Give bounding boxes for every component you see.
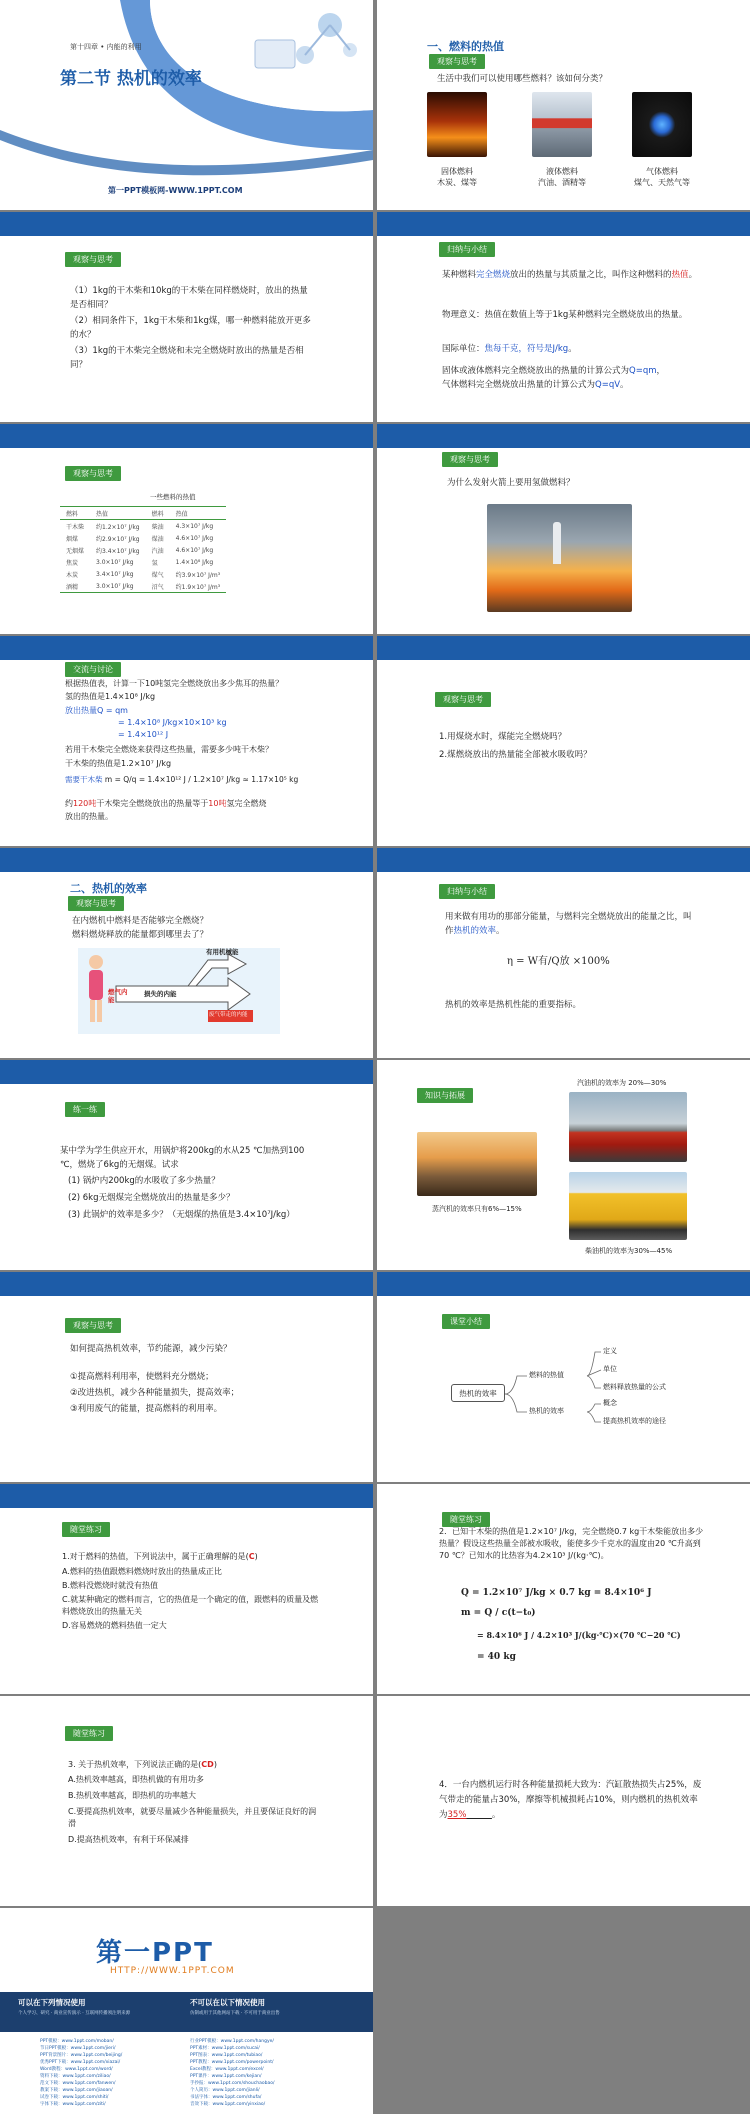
- allowed-text: 个人学习、研究 · 商业宣传演示 · 互联网传播须注明来源: [18, 2011, 131, 2016]
- forbidden-title: 不可以在以下情况使用: [190, 1998, 265, 2007]
- question-2: 燃料燃烧释放的能量都到哪里去了？: [72, 930, 209, 940]
- top-bar: [377, 212, 750, 236]
- footer-link[interactable]: 范文下载：www.1ppt.com/fanwen/: [40, 2081, 116, 2086]
- footer-link[interactable]: 试卷下载：www.1ppt.com/shiti/: [40, 2095, 109, 2100]
- tag-label: 观察与思考: [65, 1318, 121, 1333]
- slide-fuel-heat[interactable]: [377, 0, 750, 210]
- mind-map-leaf: 定义: [603, 1347, 617, 1355]
- question-2: 2.煤燃烧放出的热量能全部被水吸收吗？: [439, 750, 592, 760]
- table-row: 木炭 3.4×10⁷ J/kg 煤气 约3.9×10⁷ J/m³: [66, 570, 221, 579]
- answer-2: ②改进热机，减少各种能量损失，提高效率；: [70, 1388, 240, 1398]
- gas-fuel-photo: [632, 92, 692, 157]
- label-loss-energy: 损失的内能: [144, 990, 177, 998]
- question-text: 为什么发射火箭上要用氢做燃料？: [447, 478, 575, 488]
- option-d: D.容易燃烧的燃料热值一定大: [62, 1621, 167, 1630]
- truck-photo: [569, 1172, 687, 1240]
- footer-link[interactable]: 教案下载：www.1ppt.com/jiaoan/: [40, 2088, 113, 2093]
- top-bar: [0, 424, 373, 448]
- table-row: 酒精 3.0×10⁷ J/kg 沼气 约1.9×10⁷ J/m³: [60, 580, 226, 593]
- calc-line-5: = 1.4×10¹² J: [118, 730, 169, 739]
- slide-practice-3[interactable]: [0, 1696, 373, 1906]
- slide-title[interactable]: [0, 0, 373, 210]
- option-b: B.热机效率越高，即热机的功率越大: [68, 1791, 197, 1800]
- heat-value-table: [60, 506, 226, 593]
- tag-label: 归纳与小结: [439, 884, 495, 899]
- question-text: 4．一台内燃机运行时各种能量损耗大致为：汽缸散热损失占25%，废气带走的能量占30%，摩擦等机械损耗占10%，则内燃机的热机效率为35% 。: [439, 1780, 702, 1820]
- slide-practice-1[interactable]: [0, 1484, 373, 1694]
- links-left: [40, 2038, 122, 2108]
- caption-gasoline: 汽油机的效率为 20%—30%: [577, 1079, 667, 1087]
- slide-credits[interactable]: [0, 1908, 373, 2114]
- question-text: 如何提高热机效率，节约能源，减少污染？: [70, 1344, 232, 1354]
- footer-link[interactable]: 书法字体：www.1ppt.com/shufa/: [190, 2095, 262, 2100]
- mind-map-branch-1: 燃料的热值: [529, 1371, 564, 1379]
- chapter-label: 第十四章 • 内能的利用: [70, 43, 142, 51]
- solid-fuel-photo: [427, 92, 487, 157]
- slide-lesson-summary[interactable]: [377, 1272, 750, 1482]
- top-bar: [0, 848, 373, 872]
- tag-label: 观察与思考: [65, 466, 121, 481]
- table-row: 干木柴 约1.2×10⁷ J/kg 柴油 4.3×10⁷ J/kg: [66, 522, 214, 531]
- tag-label: 交流与讨论: [65, 662, 121, 677]
- footer-link[interactable]: 节日PPT模板：www.1ppt.com/jieri/: [40, 2046, 116, 2051]
- question-1: 在内燃机中燃料是否能够完全燃烧？: [72, 916, 209, 926]
- slide-exercise[interactable]: [0, 1060, 373, 1270]
- footer-link[interactable]: 手抄报：www.1ppt.com/shouchaobao/: [190, 2081, 275, 2086]
- forbidden-text: 仿制或用于其他网站下载 · 不可用于商业出售: [190, 2011, 280, 2016]
- tag-label: 观察与思考: [65, 252, 121, 267]
- question-text: 1.对于燃料的热值，下列说法中，属于正确理解的是(C): [62, 1552, 258, 1561]
- meaning-text: 物理意义：热值在数值上等于1kg某种燃料完全燃烧放出的热量。: [442, 310, 688, 320]
- table-header-row: 燃料 热值 燃料 热值: [60, 507, 226, 520]
- top-bar: [0, 212, 373, 236]
- note-text: 热机的效率是热机性能的重要指标。: [445, 1000, 582, 1010]
- question-text: 3. 关于热机效率，下列说法正确的是(CD): [68, 1760, 217, 1769]
- solution-line-1: Q = 1.2×10⁷ J/kg × 0.7 kg = 8.4×10⁶ J: [461, 1588, 652, 1598]
- brand-logo: 第一PPT: [96, 1938, 214, 1968]
- question-1: （1）1kg的干木柴和10kg的干木柴在同样燃烧时，放出的热量是否相同？: [70, 286, 308, 310]
- links-right: [190, 2038, 274, 2108]
- option-d: D.提高热机效率，有利于环保减排: [68, 1835, 189, 1844]
- definition-text: 用来做有用功的那部分能量，与燃料完全燃烧放出的能量之比，叫作热机的效率。: [445, 912, 692, 936]
- efficiency-formula: η = W有/Q放 ×100%: [507, 956, 610, 967]
- steam-engine-photo: [417, 1132, 537, 1196]
- caption-diesel: 柴油机的效率为30%—45%: [585, 1247, 673, 1255]
- mind-map-leaf: 燃料释放热量的公式: [603, 1383, 666, 1391]
- title-background-swoosh: [0, 0, 373, 210]
- usage-banner: [0, 1992, 373, 2032]
- tag-label: 随堂练习: [62, 1522, 110, 1537]
- mind-map-leaf: 单位: [603, 1365, 617, 1373]
- caption-steam: 蒸汽机的效率只有6%—15%: [432, 1205, 522, 1213]
- problem-part-1: (1) 锅炉内200kg的水吸收了多少热量？: [68, 1176, 220, 1186]
- calc-line-1: 根据热值表，计算一下10吨氢完全燃烧放出多少焦耳的热量？: [65, 679, 284, 688]
- unit-text: 国际单位：焦每千克，符号是J/kg。: [442, 344, 577, 354]
- calc-line-6: 若用干木柴完全燃烧来获得这些热量，需要多少吨干木柴？: [65, 745, 273, 754]
- slide-improve-efficiency[interactable]: [0, 1272, 373, 1482]
- section-title: 一、燃料的热值: [427, 40, 504, 53]
- label-fuel-energy: 燃气内能: [108, 988, 128, 1004]
- footer-link[interactable]: PPT背景图片：www.1ppt.com/beijing/: [40, 2053, 123, 2058]
- footer-link[interactable]: Excel教程：www.1ppt.com/excel/: [190, 2067, 264, 2072]
- slide-hydrogen-calc[interactable]: [0, 636, 373, 846]
- footer-link[interactable]: 资料下载：www.1ppt.com/ziliao/: [40, 2074, 111, 2079]
- answer-1: ①提高燃料利用率，使燃料充分燃烧；: [70, 1372, 214, 1382]
- logo-area: [0, 1908, 373, 1992]
- option-c: C.要提高热机效率，就要尽量减少各种能量损失，并且要保证良好的润滑: [68, 1807, 317, 1828]
- tag-label: 知识与拓展: [417, 1088, 473, 1103]
- slide-title-text: 第二节 热机的效率: [60, 69, 202, 89]
- question-2: （2）相同条件下，1kg干木柴和1kg煤，哪一种燃料能放开更多的水？: [70, 316, 311, 340]
- footer-link[interactable]: PPT课件：www.1ppt.com/kejian/: [190, 2074, 262, 2079]
- footer-link[interactable]: 优秀PPT下载：www.1ppt.com/xiazai/: [40, 2060, 121, 2065]
- table-row: 烟煤 约2.9×10⁷ J/kg 煤油 4.6×10⁷ J/kg: [66, 534, 214, 543]
- top-bar: [0, 1484, 373, 1508]
- calc-line-3: 放出热量Q = qm: [65, 706, 128, 715]
- mind-map-branch-2: 热机的效率: [529, 1407, 564, 1415]
- label-exhaust-energy: 废气带走的内能: [209, 1012, 248, 1018]
- slide-summary-heat-value[interactable]: [377, 212, 750, 422]
- liquid-fuel-photo: [532, 92, 592, 157]
- slide-summary-efficiency[interactable]: [377, 848, 750, 1058]
- option-b: B.燃料没燃烧时就没有热值: [62, 1581, 159, 1590]
- mind-map-leaf: 概念: [603, 1399, 617, 1407]
- problem-text: 某中学为学生供应开水，用锅炉将200kg的水从25 ℃加热到100 ℃，燃烧了6kg的无烟煤。试求: [60, 1146, 305, 1170]
- calc-line-4: = 1.4×10⁸ J/kg×10×10³ kg: [118, 718, 227, 727]
- tag-label: 观察与思考: [442, 452, 498, 467]
- slide-practice-4[interactable]: [377, 1696, 750, 1906]
- calc-line-9: 约120吨干木柴完全燃烧放出的热量等于10吨氢完全燃烧: [65, 799, 267, 808]
- tag-label: 随堂练习: [65, 1726, 113, 1741]
- calc-line-10: 放出的热量。: [65, 812, 113, 821]
- table-title: 一些燃料的热值: [150, 493, 196, 501]
- solution-line-2: m = Q / c(t−t₀): [461, 1608, 536, 1618]
- mind-map-root: 热机的效率: [451, 1384, 505, 1402]
- footer-link[interactable]: PPT教程：www.1ppt.com/powerpoint/: [190, 2060, 274, 2065]
- slide-rocket[interactable]: [377, 424, 750, 634]
- fuel-caption-solid: 固体燃料 木炭、煤等: [437, 167, 477, 187]
- tag-label: 观察与思考: [68, 896, 124, 911]
- top-bar: [377, 848, 750, 872]
- footer-link[interactable]: 音效下载：www.1ppt.com/yinxiao/: [190, 2102, 266, 2107]
- calc-line-7: 干木柴的热值是1.2×10⁷ J/kg: [65, 759, 172, 768]
- fuel-caption-liquid: 液体燃料 汽油、酒精等: [538, 167, 586, 187]
- tag-label: 观察与思考: [435, 692, 491, 707]
- footer-link[interactable]: PPT图表：www.1ppt.com/tubiao/: [190, 2053, 263, 2058]
- solution-line-4: = 40 kg: [477, 1652, 516, 1662]
- footer-link[interactable]: 个人简历：www.1ppt.com/jianli/: [190, 2088, 260, 2093]
- slide-extension[interactable]: [377, 1060, 750, 1270]
- energy-flow-diagram: [78, 948, 280, 1034]
- site-label[interactable]: 第一PPT模板网-WWW.1PPT.COM: [108, 186, 243, 195]
- tag-label: 课堂小结: [442, 1314, 490, 1329]
- section-title: 二、热机的效率: [70, 882, 147, 895]
- table-row: 焦炭 3.0×10⁷ J/kg 氢 1.4×10⁸ J/kg: [66, 558, 214, 567]
- slide-engine-efficiency[interactable]: [0, 848, 373, 1058]
- rocket-launch-photo: [487, 504, 632, 612]
- answer-3: ③利用废气的能量，提高燃料的利用率。: [70, 1404, 223, 1414]
- question-text: 生活中我们可以使用哪些燃料？该如何分类？: [437, 74, 608, 84]
- brand-url[interactable]: HTTP://WWW.1PPT.COM: [110, 1966, 235, 1976]
- formula-text: 固体或液体燃料完全燃烧放出的热量的计算公式为Q=qm， 气体燃料完全燃烧放出热量的计算公式为Q=qV。: [442, 366, 666, 390]
- footer-link[interactable]: 字体下载：www.1ppt.com/ziti/: [40, 2102, 106, 2107]
- car-photo: [569, 1092, 687, 1162]
- option-a: A.热机效率越高，即热机做的有用功多: [68, 1775, 204, 1784]
- problem-part-2: (2) 6kg无烟煤完全燃烧放出的热量是多少？: [68, 1193, 235, 1203]
- top-bar: [0, 636, 373, 660]
- tag-label: 随堂练习: [442, 1512, 490, 1527]
- table-row: 无烟煤 约3.4×10⁷ J/kg 汽油 4.6×10⁷ J/kg: [66, 546, 214, 555]
- question-3: （3）1kg的干木柴完全燃烧和未完全燃烧时放出的热量是否相同？: [70, 346, 304, 370]
- top-bar: [377, 424, 750, 448]
- slide-practice-2[interactable]: [377, 1484, 750, 1694]
- solution-line-3: = 8.4×10⁶ J / 4.2×10³ J/(kg·℃)×(70 ℃−20 ℃): [477, 1630, 681, 1640]
- slide-observe-coal[interactable]: [377, 636, 750, 846]
- option-a: A.燃料的热值跟燃料燃烧时放出的热量成正比: [62, 1567, 222, 1576]
- slide-heat-table[interactable]: [0, 424, 373, 634]
- tag-label: 归纳与小结: [439, 242, 495, 257]
- calc-line-8: 需要干木柴 m = Q/q = 1.4×10¹² J / 1.2×10⁷ J/kg ≈ 1.17×10⁵ kg: [65, 775, 299, 784]
- tag-label: 观察与思考: [429, 54, 485, 69]
- fuel-caption-gas: 气体燃料 煤气、天然气等: [634, 167, 690, 187]
- tag-label: 练一练: [65, 1102, 105, 1117]
- footer-link[interactable]: Word教程：www.1ppt.com/word/: [40, 2067, 113, 2072]
- definition-text: 某种燃料完全燃烧放出的热量与其质量之比，叫作这种燃料的热值。: [442, 270, 698, 280]
- question-text: 2．已知干木柴的热值是1.2×10⁷ J/kg，完全燃烧0.7 kg干木柴能放出多少热量？假设这些热量全部被水吸收，能使多少千克水的温度由20 ℃升高到70 ℃？已知水的比热容为4.2×10³ J/(kg·℃)。: [439, 1527, 704, 1560]
- top-bar: [377, 636, 750, 660]
- allowed-title: 可以在下列情况使用: [18, 1998, 86, 2007]
- footer-link[interactable]: PPT模板：www.1ppt.com/moban/: [40, 2039, 114, 2044]
- calc-line-2: 氢的热值是1.4×10⁸ J/kg: [65, 692, 156, 701]
- rocket-icon: [553, 522, 561, 564]
- footer-link[interactable]: PPT素材：www.1ppt.com/sucai/: [190, 2046, 260, 2051]
- option-c: C.就某种确定的燃料而言，它的热值是一个确定的值，跟燃料的质量及燃料燃烧放出的热量无关: [62, 1595, 319, 1616]
- top-bar: [0, 1272, 373, 1296]
- label-useful-energy: 有用机械能: [206, 948, 239, 956]
- problem-part-3: (3) 此锅炉的效率是多少？（无烟煤的热值是3.4×10⁷J/kg）: [68, 1210, 295, 1220]
- footer-link[interactable]: 行业PPT模板：www.1ppt.com/hangye/: [190, 2039, 274, 2044]
- top-bar: [0, 1060, 373, 1084]
- mind-map-leaf: 提高热机效率的途径: [603, 1417, 666, 1425]
- slide-observe-1[interactable]: [0, 212, 373, 422]
- question-1: 1.用煤烧水时，煤能完全燃烧吗？: [439, 732, 567, 742]
